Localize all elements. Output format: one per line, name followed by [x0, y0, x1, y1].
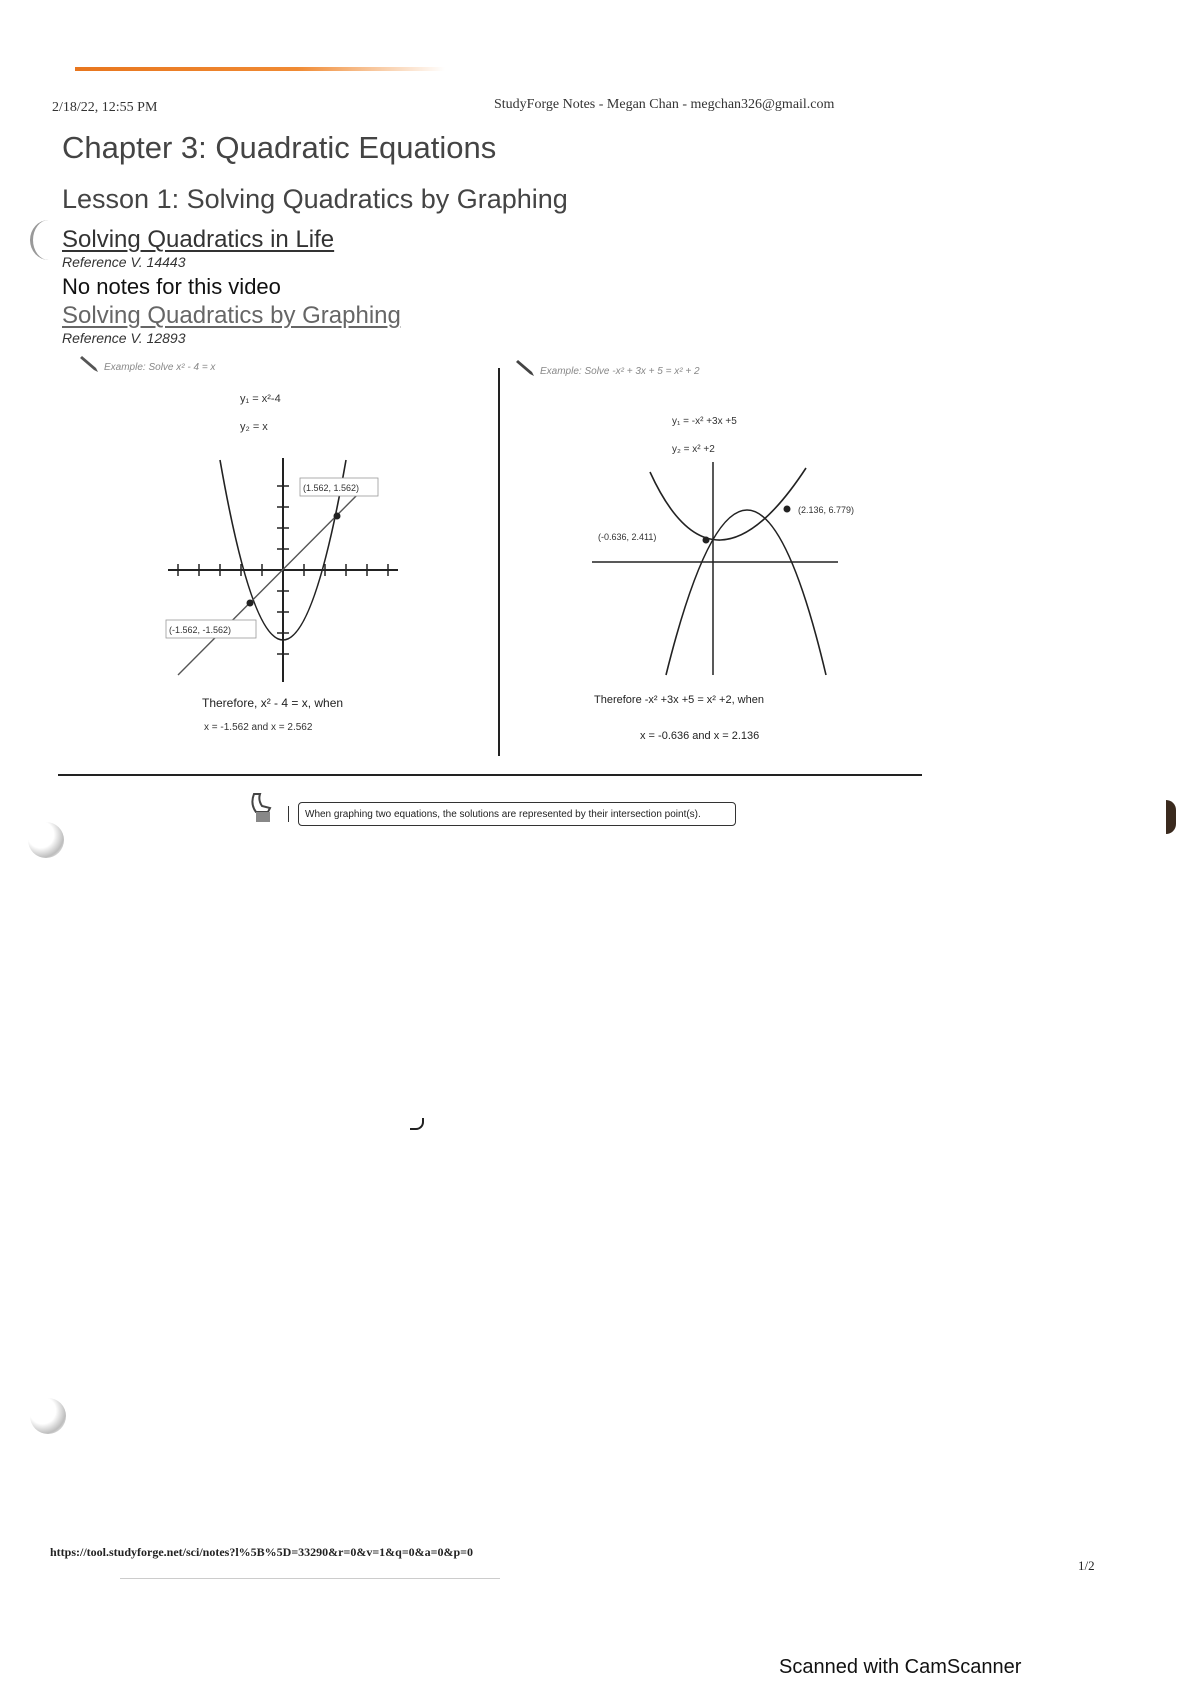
- example1-eq1: y₁ = x²-4: [240, 393, 281, 405]
- pencil-icon: [514, 360, 536, 383]
- example1-point-upper: (1.562, 1.562): [303, 483, 360, 493]
- example1-intersection-upper: [334, 513, 341, 520]
- print-source: StudyForge Notes - Megan Chan - megchan326@gmail.com: [494, 97, 835, 112]
- example1-intersection-lower: [247, 600, 254, 607]
- example1-label: Example: Solve x² - 4 = x: [104, 362, 216, 373]
- example1-graph: [150, 380, 470, 700]
- section-title-life[interactable]: Solving Quadratics in Life: [62, 226, 335, 253]
- example2-intersection-right: [784, 506, 791, 513]
- lesson-title: Lesson 1: Solving Quadratics by Graphing: [62, 184, 568, 214]
- example1-conclusion-line1: Therefore, x² - 4 = x, when: [202, 696, 344, 710]
- punch-hole-shadow: [28, 822, 64, 858]
- section-reference-life: Reference V. 14443: [62, 254, 186, 270]
- examples-divider: [58, 774, 922, 776]
- print-datetime: 2/18/22, 12:55 PM: [52, 100, 158, 115]
- binding-mark: [1166, 800, 1176, 834]
- example2-intersection-left: [703, 537, 710, 544]
- example2-conclusion-line2: x = -0.636 and x = 2.136: [640, 730, 760, 742]
- example1-point-lower: (-1.562, -1.562): [169, 625, 232, 635]
- header-accent-bar: [75, 67, 445, 71]
- example2-label: Example: Solve -x² + 3x + 5 = x² + 2: [540, 366, 700, 377]
- footer-url[interactable]: https://tool.studyforge.net/sci/notes?l%5B%5D=33290&r=0&v=1&q=0&a=0&p=0: [50, 1545, 474, 1559]
- example2-upward-parabola: [650, 468, 806, 540]
- punch-hole-shadow: [30, 220, 67, 260]
- page-number: 1/2: [1078, 1558, 1095, 1573]
- note-hand-icon: [248, 788, 288, 833]
- example2-graph: [580, 400, 930, 690]
- example1-line: [178, 480, 372, 675]
- example2-eq2: y₂ = x² +2: [672, 444, 715, 455]
- punch-hole-shadow: [30, 1398, 66, 1434]
- column-divider: [498, 368, 500, 756]
- scan-speck: [410, 1118, 424, 1130]
- footer-rule: [120, 1578, 500, 1579]
- example2-point-right: (2.136, 6.779): [798, 505, 855, 515]
- example2-downward-parabola: [666, 510, 826, 675]
- section-reference-graphing: Reference V. 12893: [62, 330, 186, 346]
- chapter-title: Chapter 3: Quadratic Equations: [62, 130, 497, 165]
- example1-eq2: y₂ = x: [240, 421, 268, 433]
- pencil-icon: [78, 356, 100, 379]
- example1-conclusion-line2: x = -1.562 and x = 2.562: [204, 722, 313, 733]
- no-notes-text: No notes for this video: [62, 274, 281, 299]
- tip-note: When graphing two equations, the solutions are represented by their intersection point(s).: [298, 802, 736, 826]
- example2-point-left: (-0.636, 2.411): [598, 532, 657, 542]
- example2-conclusion-line1: Therefore -x² +3x +5 = x² +2, when: [594, 694, 764, 706]
- note-bracket: [288, 806, 297, 822]
- section-title-graphing[interactable]: Solving Quadratics by Graphing: [62, 302, 401, 329]
- scanner-watermark: Scanned with CamScanner: [779, 1656, 1022, 1678]
- example2-eq1: y₁ = -x² +3x +5: [672, 416, 737, 427]
